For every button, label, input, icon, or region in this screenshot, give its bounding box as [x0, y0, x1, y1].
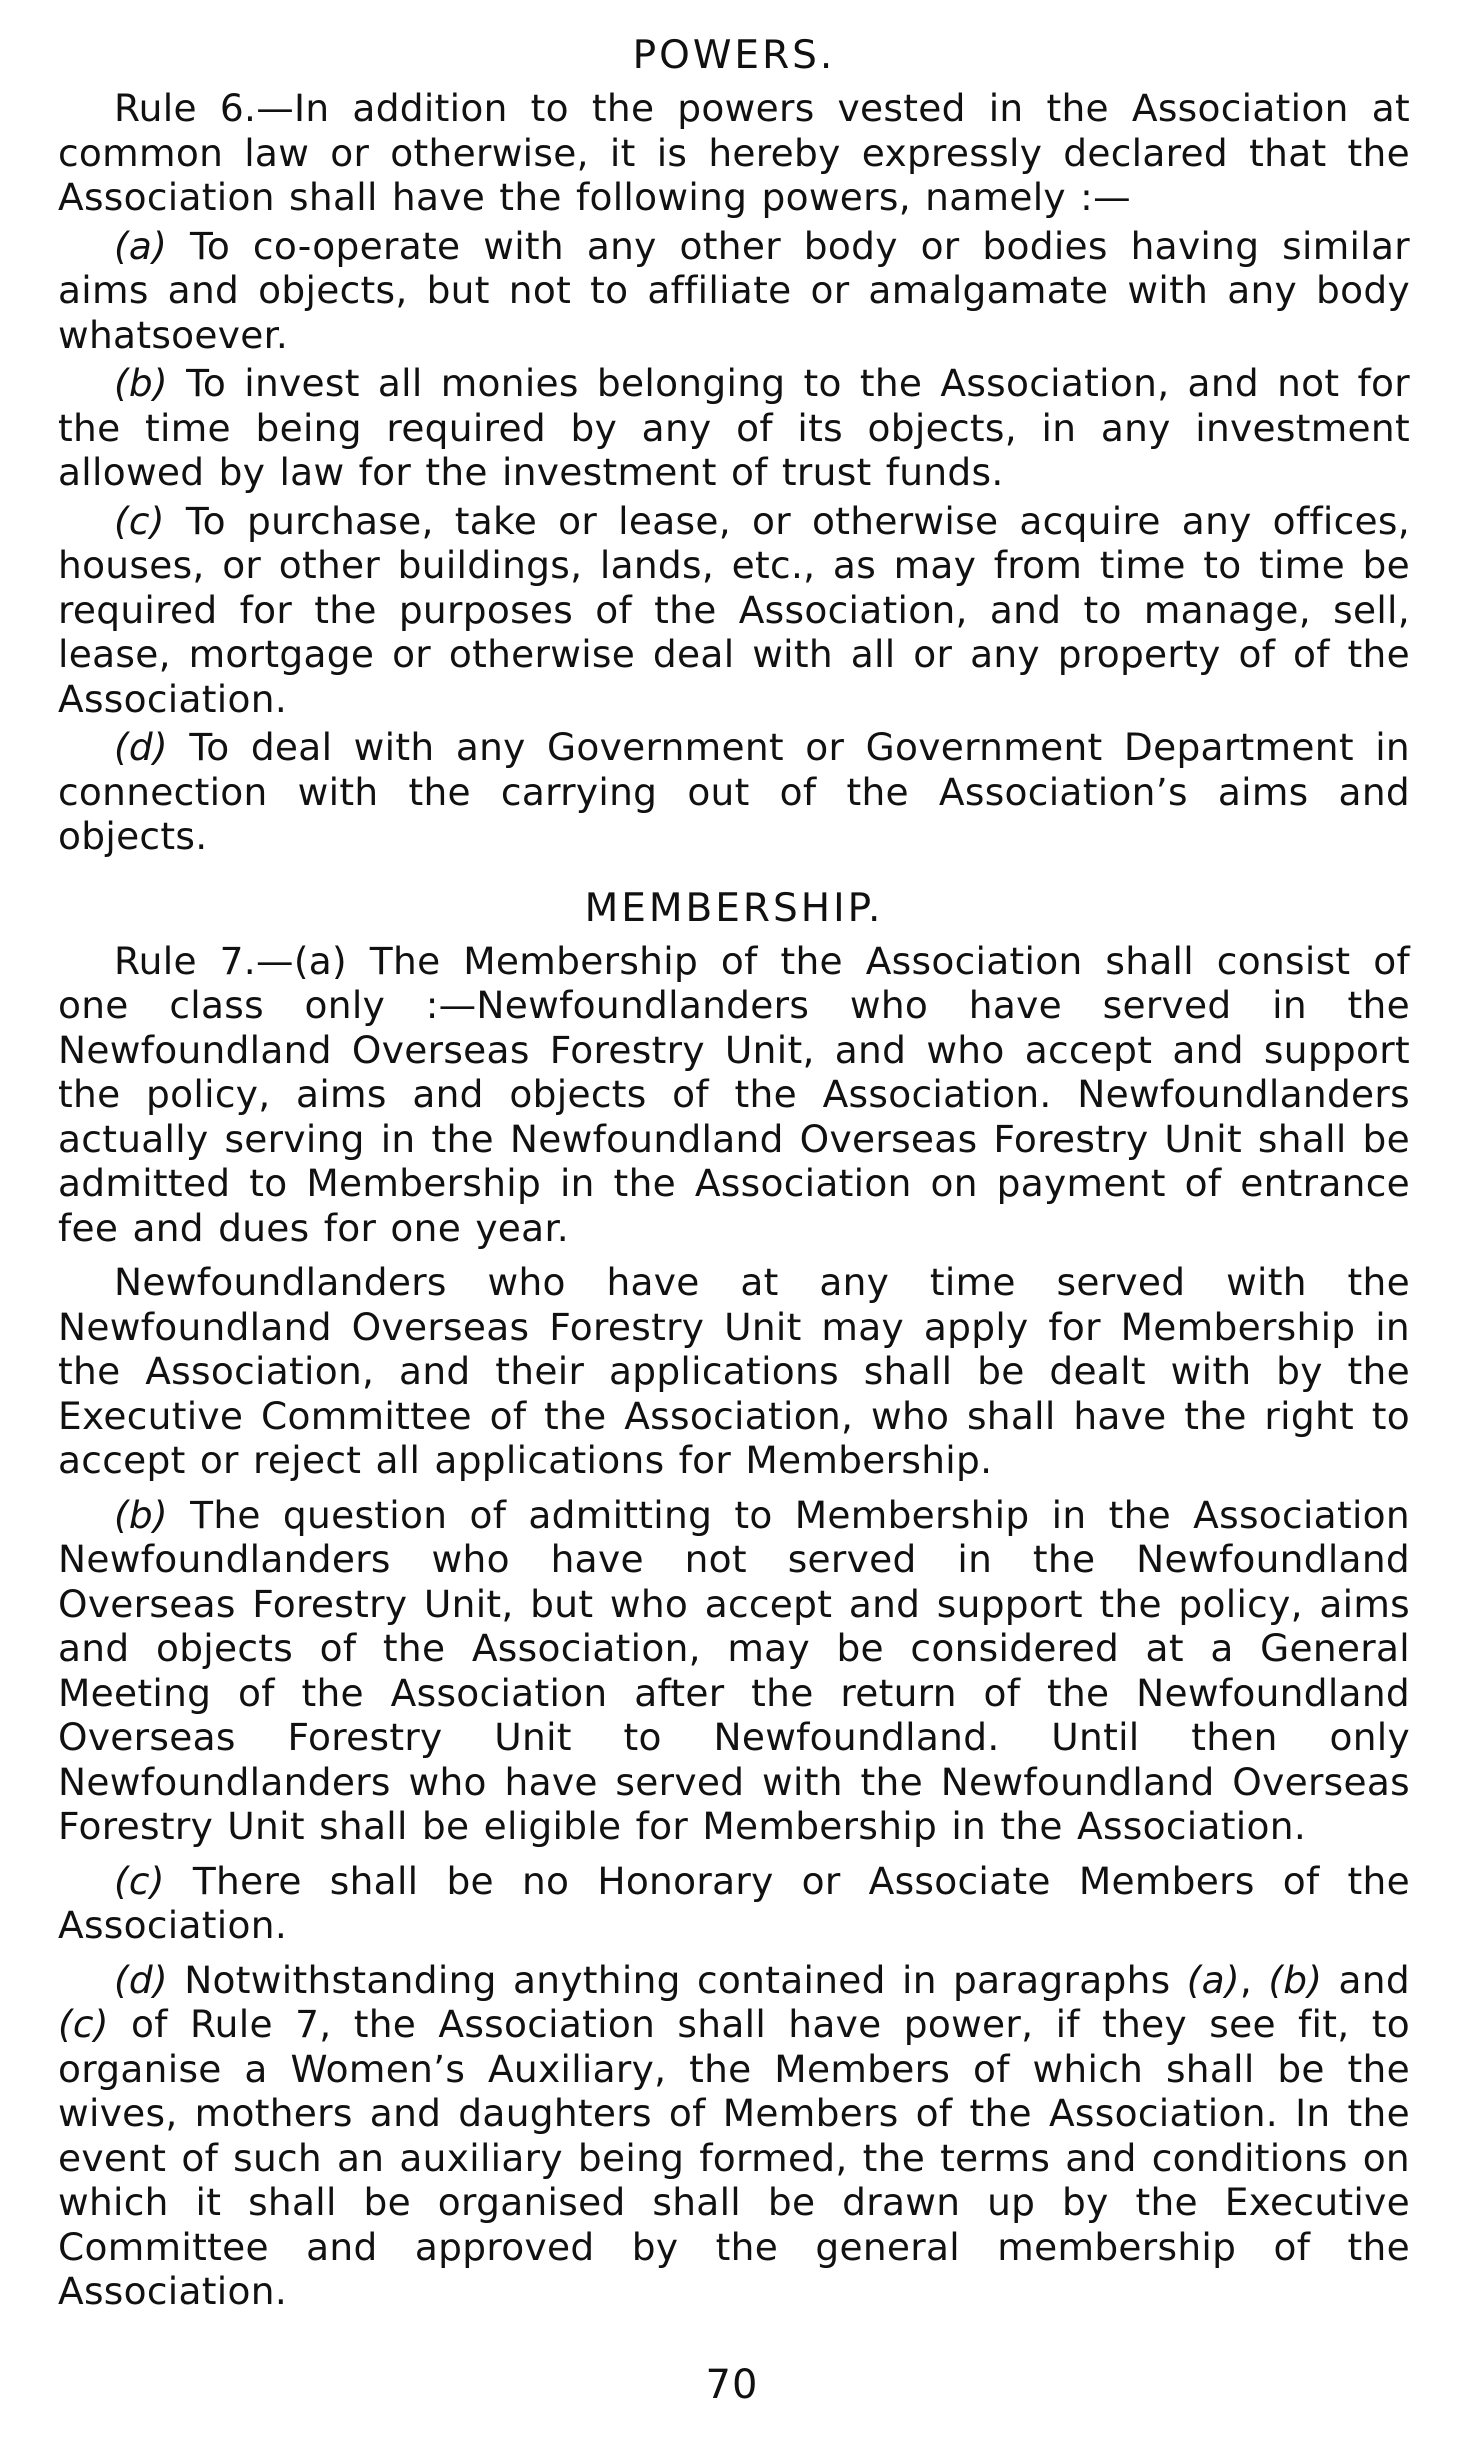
para-text: Notwithstanding anything contained in paragraphs [167, 1957, 1187, 2002]
rule-6-intro: Rule 6.—In addition to the powers vested in the Association at common law or otherwise, it is hereby expressly declared that the Association shall have the following powers, namely :— [58, 86, 1410, 219]
membership-para-b [58, 1493, 1410, 1849]
para-ref-c: (c) [58, 2002, 109, 2046]
membership-heading: MEMBERSHIP. [584, 885, 884, 931]
para-text: and [1322, 1957, 1410, 2002]
para-text: To deal with any Government or Government Department in connection with the carrying out of the Association’s aims and objects. [58, 725, 1410, 858]
para-label: (b) [114, 361, 168, 405]
membership-para-d [58, 1958, 1410, 2314]
powers-para-b [58, 361, 1410, 495]
para-label: (d) [114, 725, 168, 769]
rule-7-para-a-continued: Newfoundlanders who have at any time served with the Newfoundland Overseas Forestry Unit may apply for Membership in the Association, and their applications shall be dealt with by the Executive Committee of the Association, who shall have the right to accept or reject all applications for Membership. [58, 1260, 1410, 1482]
para-label: (c) [114, 498, 165, 543]
para-text: The Membership of the Association shall consist of one class only :—Newfoundlanders who have served in the Newfoundland Overseas Forestry Unit, and who accept and support the policy, aims and objects of the Association. Newfoundlanders actually serving in the Newfoundland Overseas Forestry Unit shall be admitted to Membership in the Association on payment of entrance fee and dues for one year. [58, 938, 1410, 1250]
page-number: 70 [705, 2362, 759, 2408]
para-text: There shall be no Honorary or Associate Members of the Association. [58, 1858, 1410, 1947]
powers-para-d [58, 725, 1410, 859]
para-label: (a) [114, 223, 168, 268]
para-label: (b) [114, 1492, 168, 1537]
powers-para-a [58, 224, 1410, 358]
document-page [58, 34, 1410, 2324]
para-text: To purchase, take or lease, or otherwise acquire any offices, houses, or other buildings, lands, etc., as may from time to time be required for the purposes of the Association, and to manage, sell, lease, mortgage or otherwise deal with all or any property of of the Association. [58, 498, 1410, 721]
para-label: (c) [114, 1858, 165, 1903]
para-text: The question of admitting to Membership in the Association Newfoundlanders who have not served in the Newfoundland Overseas Forestry Unit, but who accept and support the policy, aims and objects of the Association, may be considered at a General Meeting of the Association after the return of the Newfoundland Overseas Forestry Unit to Newfoundland. Until then only Newfoundlanders who have served with the Newfoundland Overseas Forestry Unit shall be eligible for Membership in the Association. [58, 1492, 1410, 1848]
para-text: of Rule 7, the Association shall have power, if they see fit, to organise a Women’s Auxiliary, the Members of which shall be the wives, mothers and daughters of Members of the Association. In the event of such an auxiliary being formed, the terms and conditions on which it shall be organised shall be drawn up by the Executive Committee and approved by the general membership of the Association. [58, 2002, 1410, 2313]
para-text: , [1239, 1957, 1269, 2002]
powers-para-c [58, 499, 1410, 722]
rule-7-para-a [58, 939, 1410, 1251]
para-ref-a: (a) [1186, 1957, 1240, 2002]
rule-7-prefix: Rule 7.—(a) [114, 938, 347, 983]
para-label: (d) [114, 1957, 168, 2002]
powers-heading: POWERS. [632, 33, 836, 78]
para-text: To co-operate with any other body or bodies having similar aims and objects, but not to affiliate or amalgamate with any body whatsoever. [58, 223, 1410, 357]
para-text: To invest all monies belonging to the Association, and not for the time being required by any of its objects, in any investment allowed by law for the investment of trust funds. [58, 361, 1410, 494]
membership-para-c [58, 1859, 1410, 1948]
para-ref-b: (b) [1268, 1957, 1323, 2002]
